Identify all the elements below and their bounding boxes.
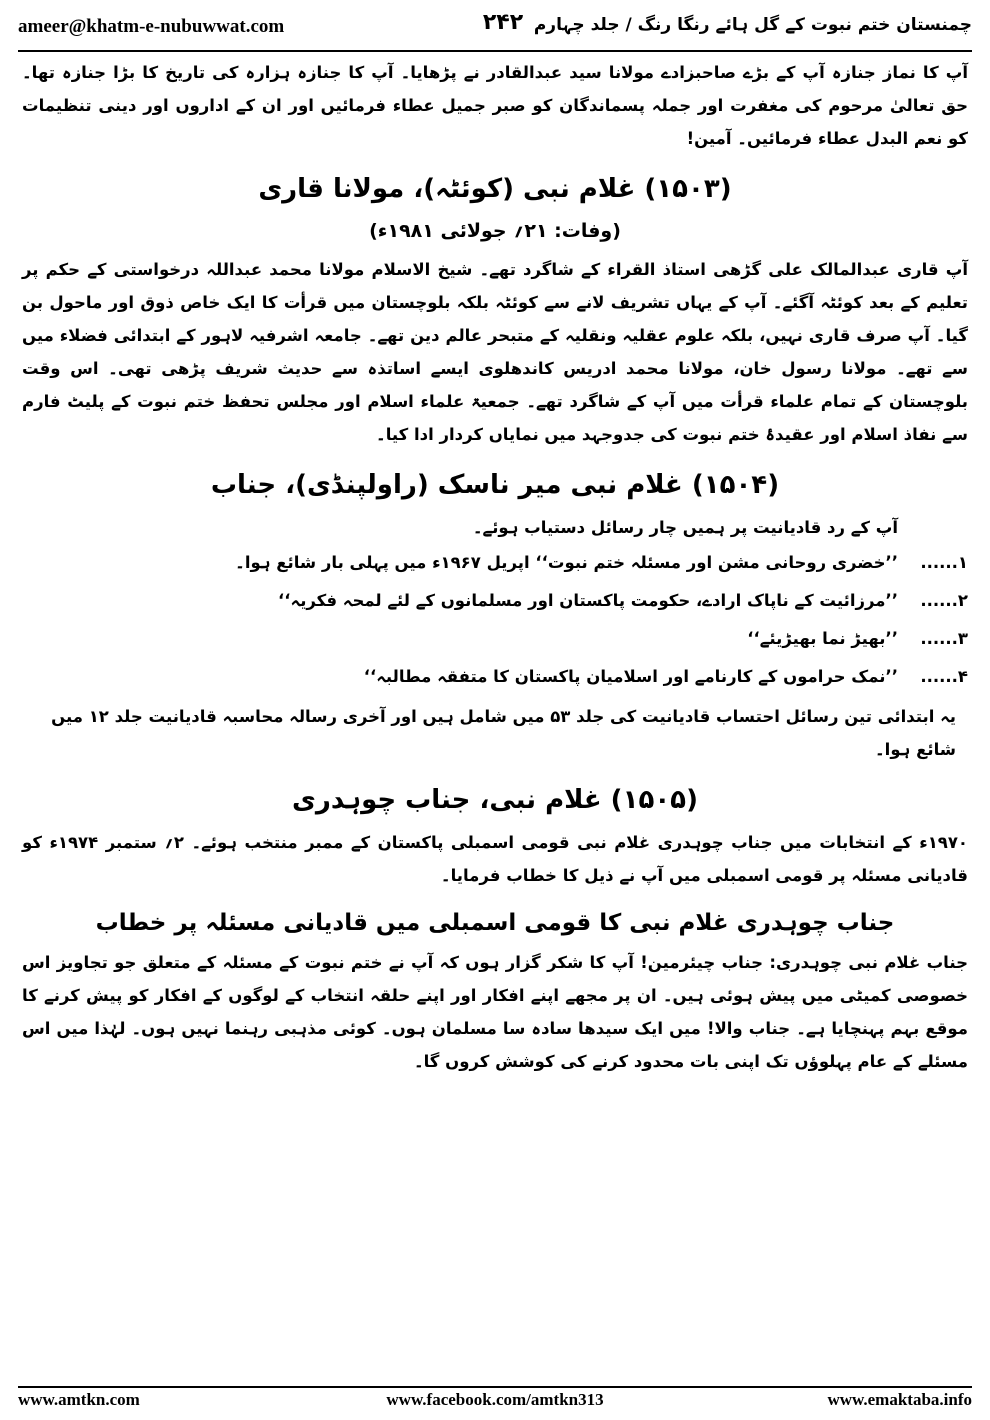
list-item-text: ’’مرزائیت کے ناپاک ارادے، حکومت پاکستان اور مسلمانوں کے لئے لمحہ فکریہ‘‘: [278, 591, 898, 610]
speech-body: جناب چیئرمین! آپ کا شکر گزار ہوں کہ آپ نے ختم نبوت کے مسئلہ کے متعلق جو تجاویز اس خصوصی کمیٹی میں پیش ہوئی ہیں۔ ان پر مجھے اپنے افکار اور اپنے حلقہ انتخاب کے لوگوں کے افکار کو پیش کرنے کا موقع بہم پہنچایا ہے۔ جناب والا! میں ایک سیدھا سادہ سا مسلمان ہوں۔ کوئی مذہبی رہنما نہیں ہوں۔ لہٰذا میں اس مسئلے کے عام پہلوؤں تک اپنی بات محدود کرنے کی کوشش کروں گا۔: [22, 953, 968, 1071]
footer-link-amtkn[interactable]: www.amtkn.com: [18, 1390, 140, 1409]
section-1505-body: ۱۹۷۰ء کے انتخابات میں جناب چوہدری غلام نبی قومی اسمبلی پاکستان کے ممبر منتخب ہوئے۔ ۲؍ ستمبر ۱۹۷۴ء کو قادیانی مسئلہ پر قومی اسمبلی میں آپ نے ذیل کا خطاب فرمایا۔: [22, 833, 969, 885]
speaker-name: جناب غلام نبی چوہدری:: [769, 953, 968, 972]
footer-link-emaktaba[interactable]: www.emaktaba.info: [827, 1390, 972, 1409]
header-email[interactable]: ameer@khatm-e-nubuwwat.com: [18, 16, 285, 37]
list-item-number: ۱......: [920, 553, 968, 572]
page-number: ۲۴۲: [482, 10, 524, 35]
list-item: [22, 582, 968, 620]
header-divider: [18, 50, 972, 52]
section-1503-title: (۱۵۰۳) غلام نبی (کوئٹہ)، مولانا قاری: [258, 174, 732, 204]
list-item-text: ’’نمک حراموں کے کارنامے اور اسلامیان پاکستان کا متفقہ مطالبہ‘‘: [363, 667, 898, 686]
list-item: [22, 658, 968, 696]
list-item: [22, 544, 968, 582]
list-item-number: ۳......: [920, 629, 968, 648]
list-item-text: ’’بھیڑ نما بھیڑیئے‘‘: [747, 629, 898, 648]
section-1504-intro: آپ کے رد قادیانیت پر ہمیں چار رسائل دستیاب ہوئے۔: [472, 518, 898, 537]
section-1504-note: یہ ابتدائی تین رسائل احتساب قادیانیت کی جلد ۵۳ میں شامل ہیں اور آخری رسالہ محاسبہ قادیانیت جلد ۱۲ میں شائع ہوا۔: [51, 707, 956, 759]
page-footer: [18, 1390, 972, 1416]
speech-title: جناب چوہدری غلام نبی کا قومی اسمبلی میں قادیانی مسئلہ پر خطاب: [95, 910, 895, 936]
list-item-number: ۲......: [920, 591, 968, 610]
section-1504-title: (۱۵۰۴) غلام نبی میر ناسک (راولپنڈی)، جناب: [210, 470, 780, 500]
list-item-number: ۴......: [920, 667, 968, 686]
page-header: [18, 10, 972, 46]
page-content: [22, 56, 968, 1380]
list-item-text: ’’خضری روحانی مشن اور مسئلہ ختم نبوت‘‘ اپریل ۱۹۶۷ء میں پہلی بار شائع ہوا۔: [235, 553, 898, 572]
footer-link-facebook[interactable]: www.facebook.com/amtkn313: [386, 1390, 604, 1409]
footer-divider: [18, 1386, 972, 1388]
section-1503-body: آپ قاری عبدالمالک علی گڑھی استاذ القراء کے شاگرد تھے۔ شیخ الاسلام مولانا محمد عبداللہ درخواستی کے حکم پر تعلیم کے بعد کوئٹہ آگئے۔ آپ کے یہاں تشریف لانے سے کوئٹہ بلکہ بلوچستان میں قرأت کا ایک خاص ذوق اور ماحول بن گیا۔ آپ صرف قاری نہیں، بلکہ علوم عقلیہ ونقلیہ کے متبحر عالم دین تھے۔ جامعہ اشرفیہ لاہور کے ابتدائی فضلاء میں سے تھے۔ مولانا رسول خان، مولانا محمد ادریس کاندھلوی ایسے اساتذہ سے حدیث شریف پڑھی تھی۔ اس وقت بلوچستان کے تمام علماء قرأت میں آپ کے شاگرد تھے۔ جمعیۃ علماء اسلام اور مجلس تحفظ ختم نبوت کے پلیٹ فارم سے نفاذ اسلام اور عقیدۂ ختم نبوت کی جدوجہد میں نمایاں کردار ادا کیا۔: [22, 260, 968, 444]
section-1505-title: (۱۵۰۵) غلام نبی، جناب چوہدری: [292, 785, 698, 815]
section-1503-death-date: (وفات: ۲۱؍ جولائی ۱۹۸۱ء): [369, 220, 621, 242]
risail-list: [22, 544, 968, 696]
book-title: چمنستان ختم نبوت کے گل ہائے رنگا رنگ / جلد چہارم: [533, 15, 972, 35]
opening-paragraph: آپ کا نماز جنازہ آپ کے بڑے صاحبزادے مولانا سید عبدالقادر نے پڑھایا۔ آپ کا جنازہ ہزارہ کی تاریخ کا بڑا جنازہ تھا۔ حق تعالیٰ مرحوم کی مغفرت اور جملہ پسماندگان کو صبر جمیل عطاء فرمائیں اور ان کے اداروں اور دینی تنظیمات کو نعم البدل عطاء فرمائیں۔ آمین!: [22, 63, 968, 148]
list-item: [22, 620, 968, 658]
speech-text: [22, 946, 968, 1078]
